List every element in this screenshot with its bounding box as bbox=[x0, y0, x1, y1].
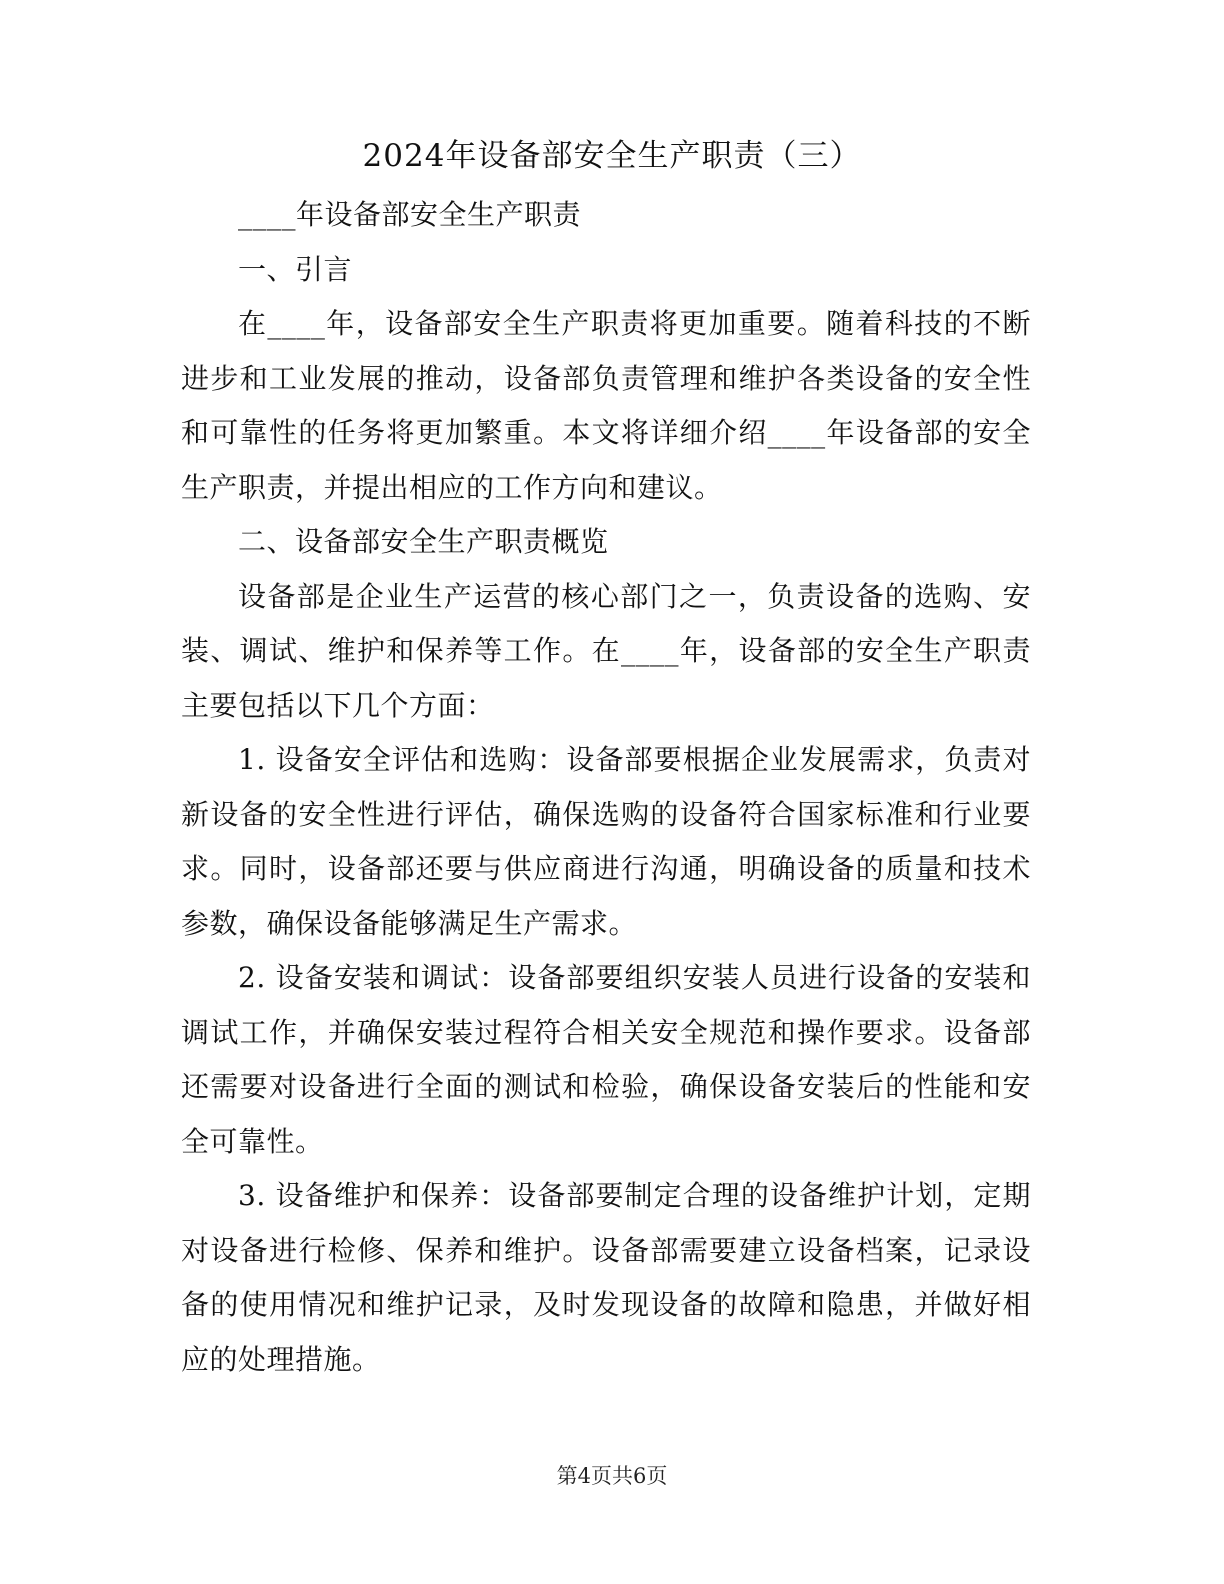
section-heading-overview: 二、设备部安全生产职责概览 bbox=[238, 525, 609, 558]
body-paragraph: 设备部是企业生产运营的核心部门之一，负责设备的选购、安装、调试、维护和保养等工作。在____年，设备部的安全生产职责主要包括以下几个方面： bbox=[181, 579, 1031, 722]
list-item-paragraph: 3. 设备维护和保养：设备部要制定合理的设备维护计划，定期对设备进行检修、保养和维护。设备部需要建立设备档案，记录设备的使用情况和维护记录，及时发现设备的故障和隐患，并做好相应的处理措施。 bbox=[181, 1179, 1031, 1376]
section-heading-introduction: 一、引言 bbox=[238, 252, 353, 286]
page-number-footer: 第4页共6页 bbox=[556, 1464, 668, 1488]
subtitle-paragraph: ____年设备部安全生产职责 bbox=[238, 198, 582, 231]
list-item-paragraph: 1. 设备安全评估和选购：设备部要根据企业发展需求，负责对新设备的安全性进行评估，确保选购的设备符合国家标准和行业要求。同时，设备部还要与供应商进行沟通，明确设备的质量和技术参数，确保设备能够满足生产需求。 bbox=[181, 743, 1031, 940]
list-item-paragraph: 2. 设备安装和调试：设备部要组织安装人员进行设备的安装和调试工作，并确保安装过程符合相关安全规范和操作要求。设备部还需要对设备进行全面的测试和检验，确保设备安装后的性能和安全可靠性。 bbox=[181, 961, 1031, 1158]
document-title: 2024年设备部安全生产职责（三） bbox=[362, 138, 862, 174]
body-paragraph: 在____年，设备部安全生产职责将更加重要。随着科技的不断进步和工业发展的推动，设备部负责管理和维护各类设备的安全性和可靠性的任务将更加繁重。本文将详细介绍____年设备部的安全生产职责，并提出相应的工作方向和建议。 bbox=[181, 307, 1031, 504]
document-body bbox=[181, 188, 1031, 1387]
